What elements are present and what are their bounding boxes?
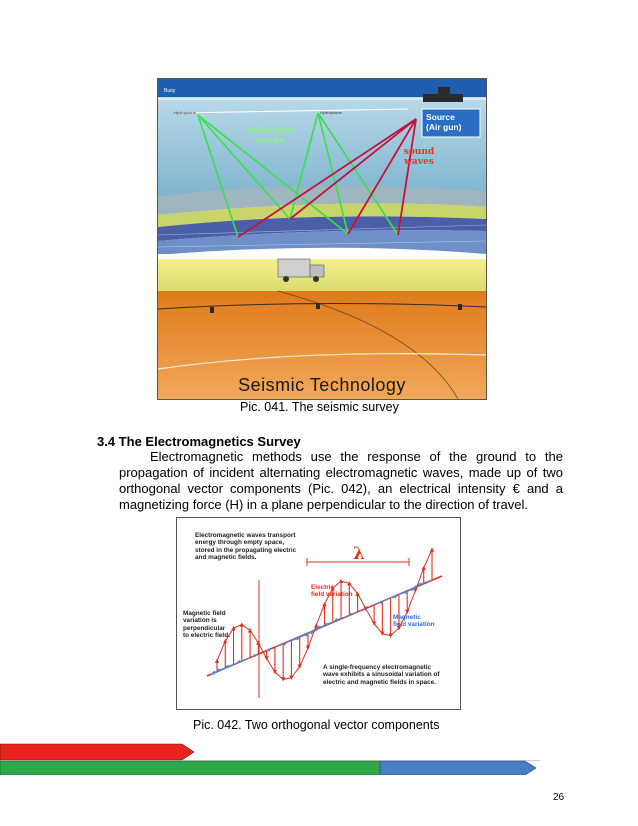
hydrophone-label: Hydrophone bbox=[174, 110, 196, 115]
magnetic-label-line: Magnetic bbox=[393, 614, 421, 621]
reflective-label-line: reflective bbox=[246, 126, 294, 136]
footer-bar-red bbox=[0, 744, 194, 760]
footer-bar-green bbox=[0, 761, 390, 775]
em-note-top: Electromagnetic waves transport energy through empty space, stored in the propagating electric and magnetic fields. bbox=[195, 532, 297, 562]
magnetic-note-left bbox=[183, 610, 230, 640]
seismic-survey-figure bbox=[157, 78, 487, 400]
em-wave-figure bbox=[176, 517, 461, 710]
figure2-caption: Pic. 042. Two orthogonal vector components bbox=[193, 718, 440, 732]
sound-label-line: sound bbox=[403, 147, 435, 157]
reflective-waves-label bbox=[236, 126, 304, 146]
paragraph-text: Electromagnetic methods use the response of the ground to the propagation of incident alternating electromagnetic waves, made up of two orthogonal vector components (Pic. 042), an electrical intensity € and a magnetizing force (H) in a plane perpendicular to the direction of travel. bbox=[119, 449, 563, 512]
seismic-figure-title: Seismic Technology bbox=[238, 375, 406, 395]
figure1-caption: Pic. 041. The seismic survey bbox=[240, 400, 399, 414]
sound-waves-label bbox=[394, 147, 444, 167]
magnetic-note-line: Magnetic field bbox=[183, 610, 226, 617]
hydrophone-label: Hydrophone bbox=[320, 110, 342, 115]
em-note-bottom: A single-frequency electromagnetic wave exhibits a sinusoidal variation of electric and magnetic fields in space. bbox=[323, 664, 440, 686]
footer-bar-blue bbox=[380, 761, 536, 775]
source-label bbox=[426, 112, 461, 132]
magnetic-label-line: field variation bbox=[393, 621, 435, 629]
electric-label-line: Electric bbox=[311, 584, 335, 591]
magnetic-field-arrow bbox=[318, 622, 332, 627]
buoy-label: Buoy bbox=[164, 88, 176, 94]
magnetic-field-arrow bbox=[238, 658, 250, 662]
magnetic-field-label bbox=[393, 614, 435, 629]
source-label-line: Source bbox=[426, 112, 455, 122]
magnetic-field-arrow bbox=[214, 668, 226, 672]
sound-label-line: waves bbox=[404, 157, 434, 167]
page-number: 26 bbox=[553, 792, 565, 803]
magnetic-field-arrow bbox=[283, 638, 298, 643]
lambda-symbol: λ bbox=[353, 544, 365, 564]
section-paragraph bbox=[119, 449, 563, 513]
magnetic-note-line: variation is bbox=[183, 617, 217, 625]
magnetic-note-line: to electric field. bbox=[183, 632, 230, 640]
source-label-line: (Air gun) bbox=[426, 122, 462, 132]
magnetic-field-arrow bbox=[399, 589, 413, 594]
reflective-label-line: waves bbox=[255, 136, 285, 146]
electric-label-line: field variation bbox=[311, 591, 353, 599]
magnetic-note-line: perpendicular bbox=[183, 624, 226, 632]
magnetic-field-arrow bbox=[382, 596, 396, 601]
electric-field-label bbox=[311, 584, 353, 599]
section-heading: 3.4 The Electromagnetics Survey bbox=[97, 434, 301, 449]
footer-color-bars bbox=[0, 741, 638, 775]
magnetic-field-arrow bbox=[419, 580, 432, 584]
magnetic-field-arrow bbox=[336, 615, 350, 620]
magnetic-field-arrow bbox=[300, 632, 313, 636]
